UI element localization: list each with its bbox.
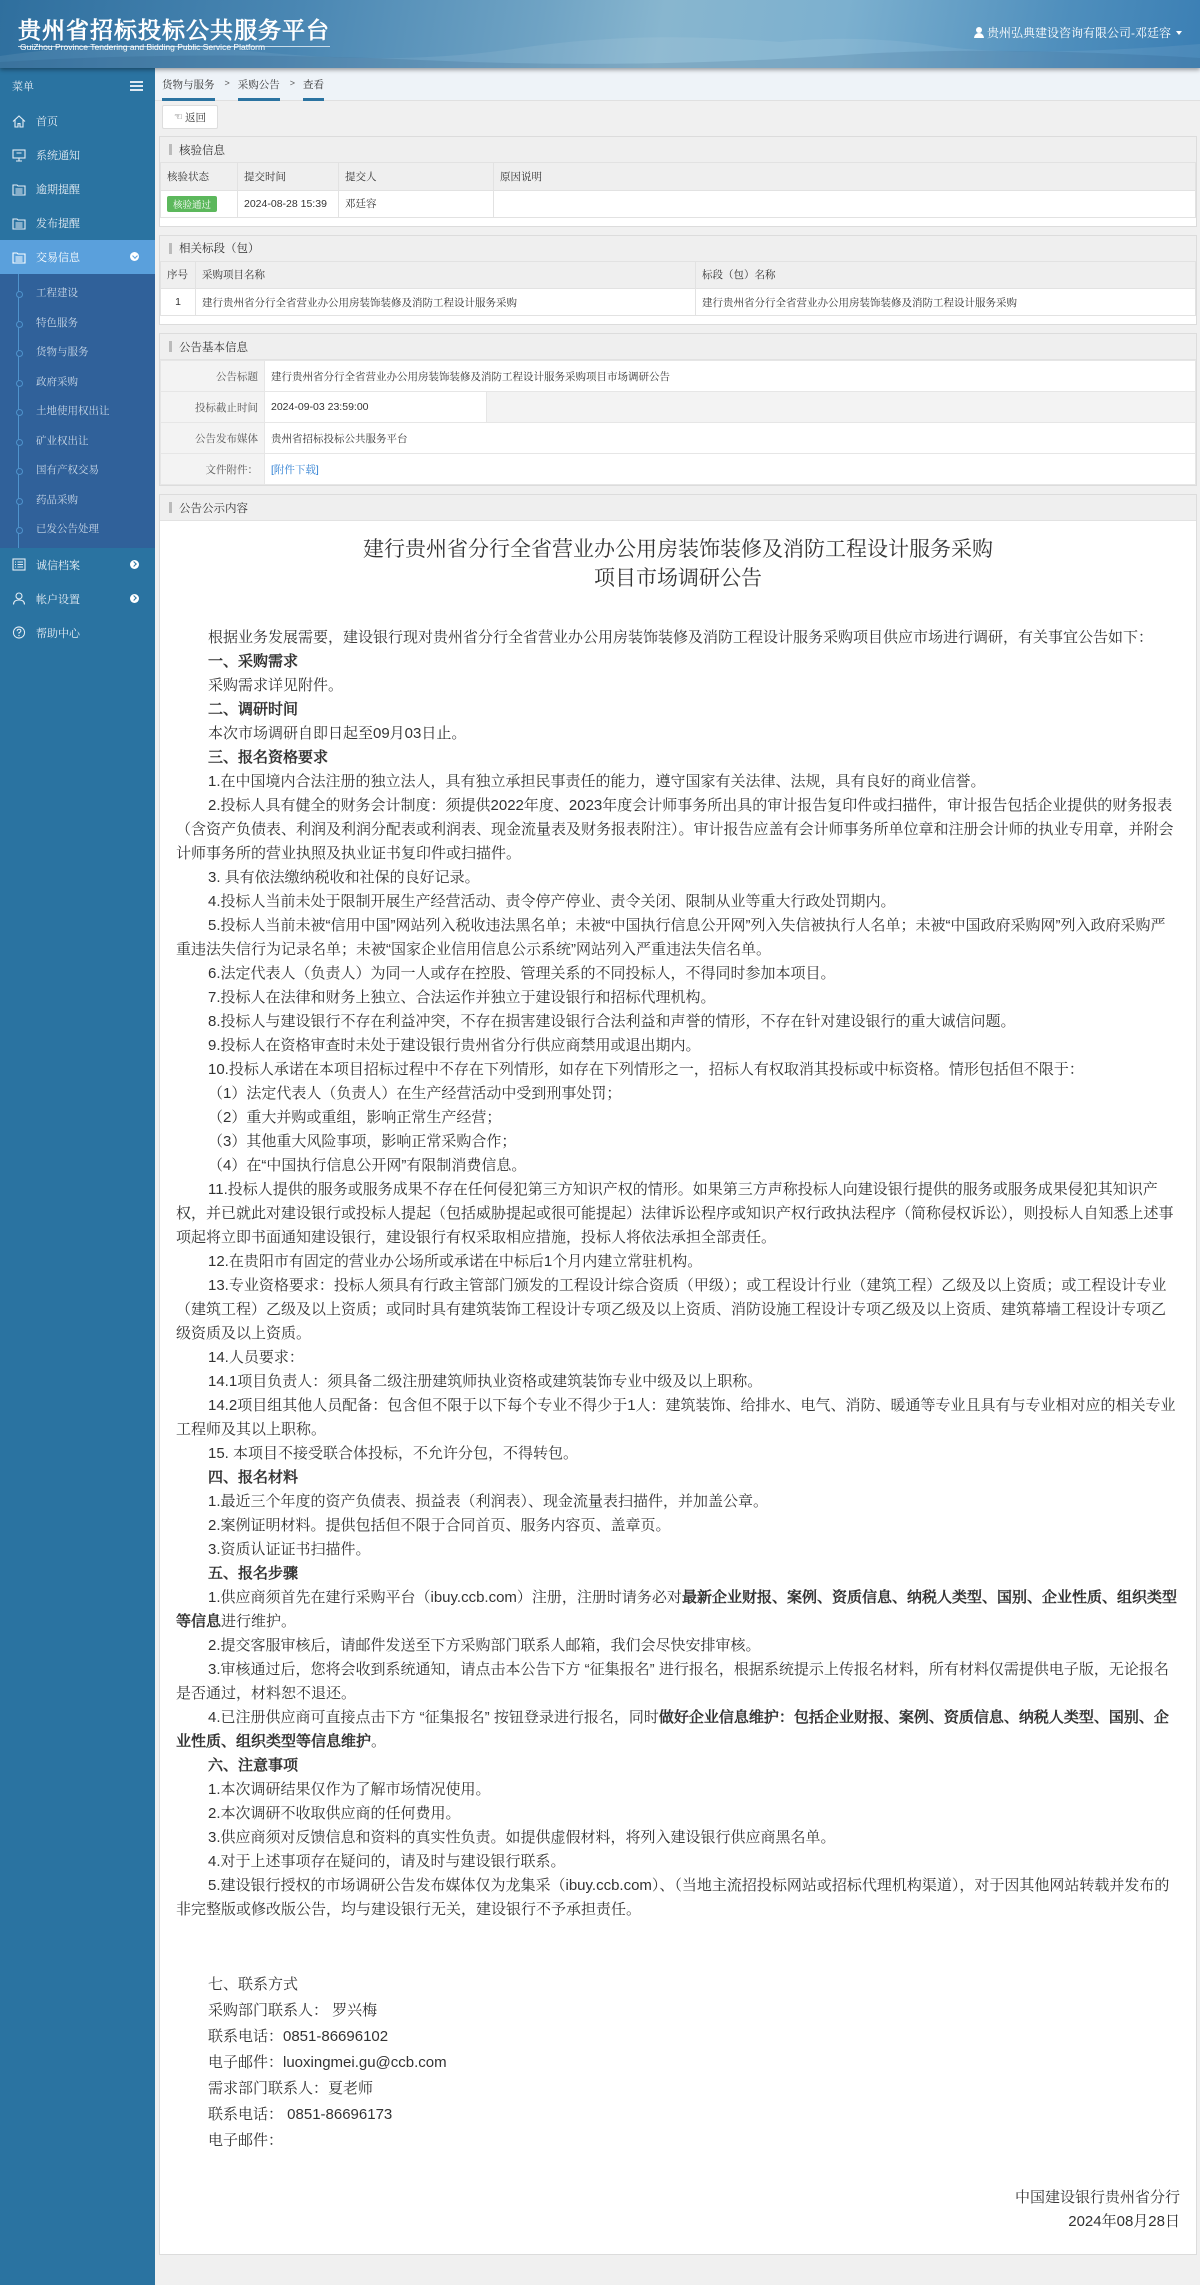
sidebar-item-publish-reminder[interactable] <box>0 206 155 240</box>
submit-time: 2024-08-28 15:39 <box>238 190 339 217</box>
procurement-email: 电子邮件：luoxingmei.gu@ccb.com <box>208 2054 447 2071</box>
signature-date: 2024年08月28日 <box>1068 2213 1180 2230</box>
submenu-item-special-service[interactable]: 特色服务 <box>0 308 155 338</box>
reason <box>494 190 1196 217</box>
sidebar-item-trade-info[interactable] <box>0 240 155 274</box>
breadcrumb-procurement-notice[interactable]: 采购公告 <box>238 77 280 101</box>
folder-list-icon <box>12 183 26 196</box>
sidebar-item-home[interactable] <box>0 104 155 138</box>
verify-table <box>160 163 1196 218</box>
sidebar-item-label: 首页 <box>36 116 58 128</box>
folder-list-icon <box>12 217 26 230</box>
status-badge: 核验通过 <box>167 196 217 212</box>
trade-info-submenu <box>0 274 155 548</box>
section-heading: 七、联系方式 <box>208 1976 299 1993</box>
demand-phone: 联系电话： 0851-86696173 <box>208 2106 393 2123</box>
submenu-item-land-use[interactable]: 土地使用权出让 <box>0 396 155 426</box>
table-row <box>161 289 1196 316</box>
breadcrumb <box>155 68 1200 101</box>
notice-content-panel <box>159 494 1197 2255</box>
table-row <box>161 190 1196 217</box>
chevron-right-icon <box>130 560 139 569</box>
breadcrumb-view[interactable]: 查看 <box>303 77 324 101</box>
field-label: 文件附件： <box>161 454 265 485</box>
sidebar <box>0 68 155 2285</box>
platform-subtitle: GuiZhou Province Tendering and Bidding Public Service Platform <box>20 42 266 52</box>
list-icon <box>12 558 26 571</box>
sidebar-item-label: 帮助中心 <box>36 627 80 640</box>
column-header: 采购项目名称 <box>196 262 696 289</box>
section-heading: 四、报名材料 <box>208 1469 299 1486</box>
attachment-download-link[interactable]: [附件下载] <box>271 463 319 476</box>
field-label: 公告标题 <box>161 361 265 392</box>
chevron-down-icon <box>130 252 139 261</box>
media-value: 贵州省招标投标公共服务平台 <box>265 423 1196 454</box>
section-heading: 二、调研时间 <box>208 701 299 718</box>
procurement-contact: 采购部门联系人： 罗兴梅 <box>208 2002 378 2019</box>
main-content <box>155 68 1200 2263</box>
panel-title: 核验信息 <box>179 144 225 157</box>
column-header: 提交人 <box>339 163 494 190</box>
notice-heading: 建行贵州省分行全省营业办公用房装饰装修及消防工程设计服务采购 项目市场调研公告 <box>363 538 993 590</box>
panel-title: 相关标段（包） <box>179 243 260 255</box>
submenu-item-state-property[interactable]: 国有产权交易 <box>0 455 155 485</box>
monitor-icon <box>12 149 26 162</box>
folder-list-icon <box>12 251 26 264</box>
caret-down-icon <box>1176 31 1182 35</box>
intro-paragraph: 根据业务发展需要，建设银行现对贵州省分行全省营业办公用房装饰装修及消防工程设计服务采购项目供应市场进行调研，有关事宜公告如下： <box>208 629 1154 646</box>
sidebar-item-label: 诚信档案 <box>36 559 80 572</box>
section-heading: 三、报名资格要求 <box>208 749 329 766</box>
column-header: 标段（包）名称 <box>696 262 1196 289</box>
column-header: 序号 <box>161 262 196 289</box>
home-icon <box>12 115 26 128</box>
back-button[interactable] <box>162 105 218 129</box>
submenu-item-gov-procurement[interactable]: 政府采购 <box>0 367 155 397</box>
submenu-item-goods-services[interactable]: 货物与服务 <box>0 337 155 367</box>
panel-title: 公告公示内容 <box>179 502 248 515</box>
panel-title: 公告基本信息 <box>179 341 248 354</box>
notice-title-value: 建行贵州省分行全省营业办公用房装饰装修及消防工程设计服务采购项目市场调研公告 <box>265 361 1196 392</box>
field-label: 公告发布媒体 <box>161 423 265 454</box>
project-name: 建行贵州省分行全省营业办公用房装饰装修及消防工程设计服务采购 <box>196 289 696 316</box>
field-label: 投标截止时间 <box>161 392 265 423</box>
top-header <box>0 0 1200 68</box>
basic-info-panel <box>159 333 1197 486</box>
menu-label: 菜单 <box>12 81 34 93</box>
row-number: 1 <box>161 289 196 316</box>
sidebar-item-account-settings[interactable] <box>0 582 155 616</box>
demand-contact: 需求部门联系人：夏老师 <box>208 2080 374 2097</box>
demand-email: 电子邮件： <box>208 2132 284 2149</box>
hand-pointer-icon: ☜ <box>174 111 183 123</box>
verify-panel <box>159 136 1197 227</box>
chevron-right-icon <box>130 594 139 603</box>
panel-header <box>160 495 1196 521</box>
column-header: 核验状态 <box>161 163 238 190</box>
chevron-right-icon: > <box>289 78 296 88</box>
submenu-item-drug-procurement[interactable]: 药品采购 <box>0 485 155 515</box>
sidebar-item-label: 帐户设置 <box>36 593 80 606</box>
section-name: 建行贵州省分行全省营业办公用房装饰装修及消防工程设计服务采购 <box>696 289 1196 316</box>
hamburger-icon[interactable] <box>130 81 143 91</box>
user-name: 贵州弘典建设咨询有限公司-邓廷容 <box>987 26 1171 40</box>
question-circle-icon <box>12 626 26 639</box>
sidebar-item-help-center[interactable] <box>0 616 155 650</box>
user-menu[interactable] <box>974 24 1182 41</box>
contact-info <box>176 1972 1180 2154</box>
sidebar-item-label: 发布提醒 <box>36 218 80 230</box>
signature <box>176 2186 1180 2234</box>
submenu-item-engineering[interactable]: 工程建设 <box>0 278 155 308</box>
notice-body: 建行贵州省分行全省营业办公用房装饰装修及消防工程设计服务采购 项目市场调研公告 根据业务发展需要，建设银行现对贵州省分行全省营业办公用房装饰装修及消防工程设计服务采购项目供应市场进行调研，有关事宜公告如下： 一、采购需求 采购需求详见附件。 二、调研时间 本次市场调研自即日起至09月03日止。 三、报名资格要求 1.在中国境内合法注册的独立法人，具有独立承担民事责任的能力，遵守国家有关法律、法规，具有良好的商业信誉。 2.投标人具有健全的财务会计制度：须提供2022年度、2023年度会计师事务所出具的审计报告复印件或扫描件，审计报告包括企业提供的财务报表（含资产负债表、利润及利润分配表或利润表、现金流量表及财务报表附注）。审计报告应盖有会计师事务所单位章和注册会计师的执业专用章，并附会计师事务所的营业执照及执业证书复印件或扫描件。 3. 具有依法缴纳税收和社保的良好记录。 4.投标人当前未处于限制开展生产经营活动、责令停产停业、责令关闭、限制从业等重大行政处罚期内。 5.投标人当前未被“信用中国”网站列入税收违法黑名单；未被“中国执行信息公开网”列入失信被执行人名单；未被“中国政府采购网”列入政府采购严重违法失信行为记录名单；未被“国家企业信用信息公示系统”网站列入严重违法失信名单。 6.法定代表人（负责人）为同一人或存在控股、管理关系的不同投标人，不得同时参加本项目。 7.投标人在法律和财务上独立、合法运作并独立于建设银行和招标代理机构。 8.投标人与建设银行不存在利益冲突，不存在损害建设银行合法利益和声誉的情形，不存在针对建设银行的重大诚信问题。 9.投标人在资格审查时未处于建设银行贵州省分行供应商禁用或退出期内。 10.投标人承诺在本项目招标过程中不存在下列情形，如存在下列情形之一，招标人有权取消其投标或中标资格。情形包括但不限于： （1）法定代表人（负责人）在生产经营活动中受到刑事处罚； （2）重大并购或重组，影响正常生产经营； （3）其他重大风险事项，影响正常采购合作； （4）在“中国执行信息公开网”有限制消费信息。 11.投标人提供的服务或服务成果不存在任何侵犯第三方知识产权的情形。如果第三方声称投标人向建设银行提供的服务或服务成果侵犯其知识产权，并已就此对建设银行或投标人提起（包括威胁提起或很可能提起）法律诉讼程序或知识产权行政执法程序（简称侵权诉讼），则投标人自知悉上述事项起将立即书面通知建设银行，建设银行有权采取相应措施，投标人将依法承担全部责任。 12.在贵阳市有固定的营业办公场所或承诺在中标后1个月内建立常驻机构。 13.专业资格要求：投标人须具有行政主管部门颁发的工程设计综合资质（甲级）；或工程设计行业（建筑工程）乙级及以上资质；或工程设计专业（建筑工程）乙级及以上资质；或同时具有建筑装饰工程设计专项乙级及以上资质、消防设施工程设计专项乙级及以上资质、建筑幕墙工程设计专项乙级资质及以上资质。 14.人员要求： 14.1项目负责人：须具备二级注册建筑师执业资格或建筑装饰专业中级及以上职称。 14.2项目组其他人员配备：包含但不限于以下每个专业不得少于1人：建筑装饰、给排水、电气、消防、暖通等专业且具有与专业相对应的相关专业工程师及其以上职称。 15. 本项目不接受联合体投标，不允许分包，不得转包。 四、报名材料 1.最近三个年度的资产负债表、损益表（利润表）、现金流量表扫描件，并加盖公章。 2.案例证明材料。提供包括但不限于合同首页、服务内容页、盖章页。 3.资质认证证书扫描件。 五、报名步骤 1.供应商须首先在建行采购平台（ibuy.ccb.com）注册，注册时请务必对最新企业财报、案例、资质信息、纳税人类型、国别、企业性质、组织类型等信息进行维护。 2.提交客服审核后，请邮件发送至下方采购部门联系人邮箱，我们会尽快安排审核。 3.审核通过后，您将会收到系统通知，请点击本公告下方 “征集报名” 进行报名，根据系统提示上传报名材料，所有材料仅需提供电子版，无论报名是否通过，材料恕不退还。 4.已注册供应商可直接点击下方 “征集报名” 按钮登录进行报名，同时做好企业信息维护：包括企业财报、案例、资质信息、纳税人类型、国别、企业性质、组织类型等信息维护。 六、注意事项 1.本次调研结果仅作为了解市场情况使用。 2.本次调研不收取供应商的任何费用。 3.供应商须对反馈信息和资料的真实性负责。如提供虚假材料，将列入建设银行供应商黑名单。 4.对于上述事项存在疑问的，请及时与建设银行联系。 5.建设银行授权的市场调研公告发布媒体仅为龙集采（ibuy.ccb.com）、（当地主流招投标网站或招标代理机构渠道），对于因其他网站转载并发布的非完整版或修改版公告，均与建设银行无关，建设银行不予承担责任。 七、联系方式 采购部门联系人： 罗兴梅 联系电话：0851-86696102 电子邮件：luoxingmei.gu@ccb.com 需求部门联系人：夏老师 联系电话： 0851-86696173 电子邮件： 中国建设银行贵州省分行 2024年08月28日 <box>160 521 1196 2254</box>
sidebar-item-label: 系统通知 <box>36 150 80 162</box>
section-heading: 五、报名步骤 <box>208 1565 299 1582</box>
submitter: 邓廷容 <box>339 190 494 217</box>
procurement-phone: 联系电话：0851-86696102 <box>208 2028 389 2045</box>
breadcrumb-goods-services[interactable]: 货物与服务 <box>162 77 215 101</box>
column-header: 提交时间 <box>238 163 339 190</box>
submenu-item-published-notices[interactable]: 已发公告处理 <box>0 514 155 544</box>
menu-header <box>0 68 155 104</box>
panel-header <box>160 236 1196 262</box>
sidebar-item-overdue[interactable] <box>0 172 155 206</box>
user-outline-icon <box>12 592 26 605</box>
sidebar-item-credit-archive[interactable] <box>0 548 155 582</box>
sidebar-item-label: 逾期提醒 <box>36 184 80 196</box>
panel-header <box>160 334 1196 360</box>
column-header: 原因说明 <box>494 163 1196 190</box>
platform-title: 贵州省招标投标公共服务平台 <box>18 12 330 47</box>
section-heading: 六、注意事项 <box>208 1757 299 1774</box>
signature-org: 中国建设银行贵州省分行 <box>1014 2189 1180 2206</box>
panel-header <box>160 137 1196 163</box>
basic-info-table <box>160 360 1196 485</box>
deadline-value: 2024-09-03 23:59:00 <box>265 392 487 423</box>
chevron-right-icon: > <box>224 78 230 88</box>
user-icon <box>974 27 984 38</box>
submenu-item-mining-rights[interactable]: 矿业权出让 <box>0 426 155 456</box>
related-sections-panel <box>159 235 1197 326</box>
back-button-label: 返回 <box>184 111 206 124</box>
section-heading: 一、采购需求 <box>208 653 299 670</box>
toolbar <box>155 101 1200 136</box>
sidebar-item-notifications[interactable] <box>0 138 155 172</box>
sidebar-item-label: 交易信息 <box>36 252 80 264</box>
sections-table <box>160 262 1196 317</box>
